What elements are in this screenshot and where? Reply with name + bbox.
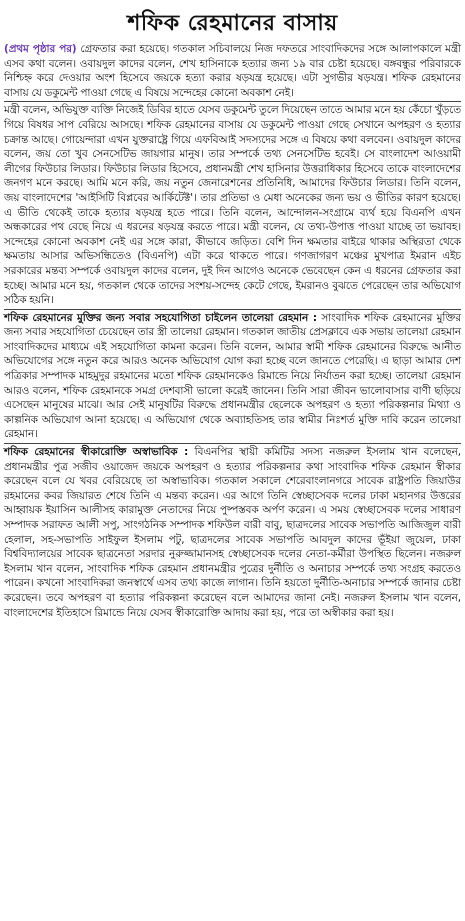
divider [4,101,461,102]
paragraph-2: মন্ত্রী বলেন, অভিযুক্ত ব্যক্তি নিজেই ডিবির হাতে যেসব ডকুমেন্ট তুলে দিয়েছেন তাতে আমার মনে হয় কেঁচো খুঁড়তে গিয়ে বিষধর সাপ বেরিয়ে আসছে। শফিক রেহমানের বাসায় যে ডকুমেন্ট পাওয়া গেছে সেখানে অপহরণ ও হত্যার চক্রান্ত আছে। গোয়েন্দারা এখন যুক্তরাষ্ট্রে গিয়ে এফবিআই সদস্যদের সঙ্গে এ বিষয়ে কথা বলবেন। ওবায়দুল কাদের বলেন, জয় তো খুব সেনসেটিভ জায়গার মানুষ। তার সম্পর্কে তথ্য সেনসেটিভ হবেই। সে বাংলাদেশ আওয়ামী লীগের ফিউচার লিডার। ফিউচার লিডার হিসেবে, প্রধানমন্ত্রী শেখ হাসিনার উত্তরাধিকার হিসেবে তাকে বাংলাদেশের জনগণ মনে করছে। আমি মনে করি, জয় নতুন জেনারেশনের প্রতিনিধি, আমাদের ফিউচার লিডার। তিনি বলেন, জয় বাংলাদেশের 'আইসিটি বিপ্লবের আর্কিটেক্ট'। তার প্রতিভা ও মেধা অনেকের জন্য ভয় ও ভীতির কারণ হয়েছে। এ ভীতি থেকেই তাকে হত্যার ষড়যন্ত্র হতে পারে। তিনি বলেন, আন্দোলন-সংগ্রামে ব্যর্থ হয়ে বিএনপি এখন অন্ধকারের পথ বেছে নিয়ে এ ধরনের ষড়যন্ত্র করতে পারে। মন্ত্রী বলেন, যে তথ্য-উপাত্ত পাওয়া যাচ্ছে তা ভয়াবহ। সন্দেহের কোনো অবকাশ নেই এর সঙ্গে কারা, কীভাবে জড়িত। বেশি দিন ক্ষমতার বাইরে থাকার অস্থিরতা থেকে ক্ষমতায় আসার অভিসন্ধিতেও (বিএনপি) এটা করে থাকতে পারে। গণজাগরণ মঞ্চের মুখপাত্র ইমরান এইচ সরকারের মন্তব্য সম্পর্কে ওবায়দুল কাদের বলেন, দুই দিন আগেও অনেকে ভেবেছেন কেন এ ধরনের গ্রেফতার করা হচ্ছে। আমার মনে হয়, গতকাল থেকে তাদের সংশয়-সন্দেহ কেটে গেছে, ইমরানও বুঝতে পেরেছেন তার অভিযোগ সঠিক হয়নি। [4,104,461,307]
paragraph-4: শফিক রেহমানের স্বীকারোক্তি অস্বাভাবিক : বিএনপির স্থায়ী কমিটির সদস্য নজরুল ইসলাম খান বলেছেন, প্রধানমন্ত্রীর পুত্র সজীব ওয়াজেদ জয়কে অপহরণ ও হত্যার পরিকল্পনার কথা সাংবাদিক শফিক রেহমান স্বীকার করেছেন বলে যে খবর বেরিয়েছে তা অস্বাভাবিক। গতকাল সকালে শেরেবাংলানগরে সাবেক রাষ্ট্রপতি জিয়াউর রহমানের কবর জিয়ারত শেষে তিনি এ মন্তব্য করেন। এর আগে তিনি স্বেচ্ছাসেবক দলের ঢাকা মহানগর উত্তরের আহ্বায়ক ইয়াসিন আলীসহ কারামুক্ত নেতাদের নিয়ে পুষ্পস্তবক অর্পণ করেন। এ সময় স্বেচ্ছাসেবক দলের সাধারণ সম্পাদক সরাফত আলী সপু, সাংগঠনিক সম্পাদক শফিউল বারী বাবু, ছাত্রদলের সাবেক সভাপতি আজিজুল বারী হেলাল, সহ-সভাপতি সাইফুল ইসলাম পটু, ছাত্রদলের সাবেক সভাপতি আবদুল কাদের ভূঁইয়া জুয়েল, ঢাকা বিশ্ববিদ্যালয়ের সাবেক ছাত্রনেতা সরদার নুরুজ্জামানসহ স্বেচ্ছাসেবক দলের নেতা-কর্মীরা উপস্থিত ছিলেন। নজরুল ইসলাম খান বলেন, সাংবাদিক শফিক রেহমান প্রধানমন্ত্রীর পুত্রের দুর্নীতি ও অনাচার সম্পর্কে তথ্য সংগ্রহ করতেও পারেন। কখনো সাংবাদিকরা জনস্বার্থে এসব তথ্য কাজে লাগান। তিনি হয়তো দুর্নীতি-অনাচার সম্পর্কে জানার চেষ্টা করেছেন। তবে অপহরণ বা হত্যার পরিকল্পনা করেছেন বলে আমাদের জানা নেই। নজরুল ইসলাম খান বলেন, বাংলাদেশের ইতিহাসে রিমান্ডে নিয়ে যেসব স্বীকারোক্তি আদায় করা হয়, পরে তা অস্বীকার করা হয়। [4,446,461,619]
subheading-taleya: শফিক রেহমানের মুক্তির জন্য সবার সহযোগিতা চাইলেন তালেয়া রেহমান : [4,311,317,324]
divider [4,443,461,444]
jump-label: (প্রথম পৃষ্ঠার পর) [4,43,77,55]
divider [4,309,461,310]
paragraph-3: শফিক রেহমানের মুক্তির জন্য সবার সহযোগিতা চাইলেন তালেয়া রেহমান : সাংবাদিক শফিক রেহমানের মুক্তির জন্য সবার সহযোগিতা চেয়েছেন তার স্ত্রী তালেয়া রেহমান। গতকাল জাতীয় প্রেসক্লাবে এক সভায় তালেয়া রেহমান সাংবাদিকদের মাধ্যমে এই সহযোগিতা কামনা করেন। তিনি বলেন, আমার স্বামী শফিক রেহমানের বিরুদ্ধে আনীত অভিযোগের সঙ্গে নতুন করে আরও অনেক অভিযোগ যোগ করা হচ্ছে বলে জানতে পেরেছি। এ ছাড়া আমার দেশ পত্রিকার সম্পাদক মাহমুদুর রহমানের মতো শফিক রেহমানকেও রিমান্ডে নিয়ে নির্যাতন করা হচ্ছে। তালেয়া রেহমান আরও বলেন, শফিক রেহমানকে সমগ্র দেশবাসী ভালো করেই জানেন। তিনি সারা জীবন ভালোবাসার বাণী ছড়িয়ে এসেছেন মানুষের মাঝে। আর সেই মানুষটির বিরুদ্ধে প্রধানমন্ত্রীর ছেলেকে অপহরণ ও হত্যা পরিকল্পনার মিথ্যা ও কাল্পনিক অভিযোগ আনা হয়েছে। এ অভিযোগ থেকে অব্যাহতিসহ তার স্বামীর নিঃশর্ত মুক্তি দাবি করেন তালেয়া রেহমান। [4,311,461,441]
subheading-confession: শফিক রেহমানের স্বীকারোক্তি অস্বাভাবিক : [4,446,189,459]
article-body [4,42,461,620]
paragraph-1: (প্রথম পৃষ্ঠার পর) গ্রেফতার করা হয়েছে। গতকাল সচিবালয়ে নিজ দফতরে সাংবাদিকদের সঙ্গে আলাপকালে মন্ত্রী এসব কথা বলেন। ওবায়দুল কাদের বলেন, শেখ হাসিনাকে হত্যার জন্য ১৯ বার চেষ্টা হয়েছে। বঙ্গবন্ধুর পরিবারকে নিশ্চিহ্ন করে দেওয়ার অংশ হিসেবে জয়কে হত্যা করার ষড়যন্ত্র হয়েছে। এটা সুগভীর ষড়যন্ত্র। শফিক রেহমানের বাসায় যে ডকুমেন্ট পাওয়া গেছে এ বিষয়ে সন্দেহের কোনো অবকাশ নেই। [4,43,461,99]
headline: শফিক রেহমানের বাসায় [127,11,338,36]
